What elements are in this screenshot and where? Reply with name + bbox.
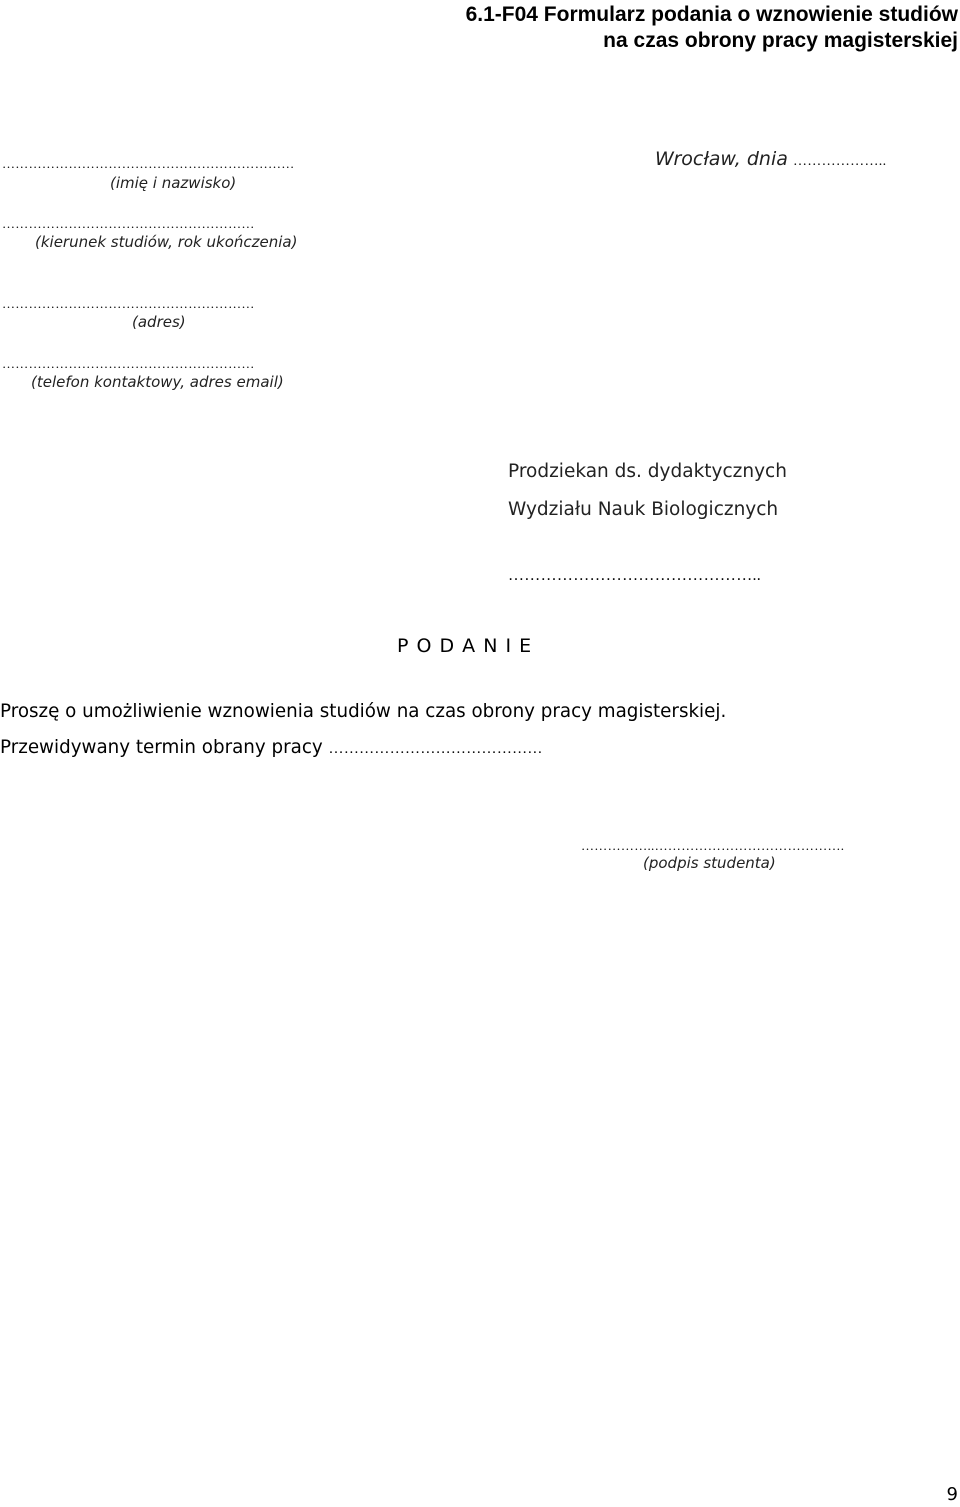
defense-date-blank-line: ……………………………………: [328, 741, 543, 757]
defense-date-label: Przewidywany termin obrany pracy: [0, 737, 323, 758]
document-title-line2: na czas obrony pracy magisterskiej: [603, 29, 958, 52]
request-body-line1: Proszę o umożliwienie wznowienia studiów na czas obrony pracy magisterskiej.: [0, 701, 727, 722]
date-label: Wrocław, dnia: [655, 148, 788, 170]
date-line: [655, 148, 886, 170]
page-number: 9: [946, 1484, 958, 1505]
document-title-line1: 6.1-F04 Formularz podania o wznowienie studiów: [465, 3, 958, 26]
signature-blank-line: ……………..…………………………………….: [581, 838, 845, 853]
field-of-study-caption: (kierunek studiów, rok ukończenia): [35, 233, 298, 251]
name-blank-line: …………………………………………………………: [2, 156, 295, 171]
signature-caption: (podpis studenta): [643, 854, 776, 872]
address-caption: (adres): [132, 313, 186, 331]
request-heading: P O D A N I E: [397, 635, 533, 657]
request-body-line2: [0, 737, 543, 758]
contact-caption: (telefon kontaktowy, adres email): [31, 373, 284, 391]
recipient-name-blank-line: ………………………………………..: [508, 567, 762, 584]
contact-blank-line: …………………………………………………: [2, 356, 255, 371]
recipient-faculty: Wydziału Nauk Biologicznych: [508, 499, 779, 520]
name-caption: (imię i nazwisko): [110, 174, 237, 192]
recipient-title: Prodziekan ds. dydaktycznych: [508, 461, 787, 482]
address-blank-line: …………………………………………………: [2, 296, 255, 311]
date-blank-line: ………………..: [792, 154, 887, 169]
field-of-study-blank-line: …………………………………………………: [2, 216, 255, 231]
